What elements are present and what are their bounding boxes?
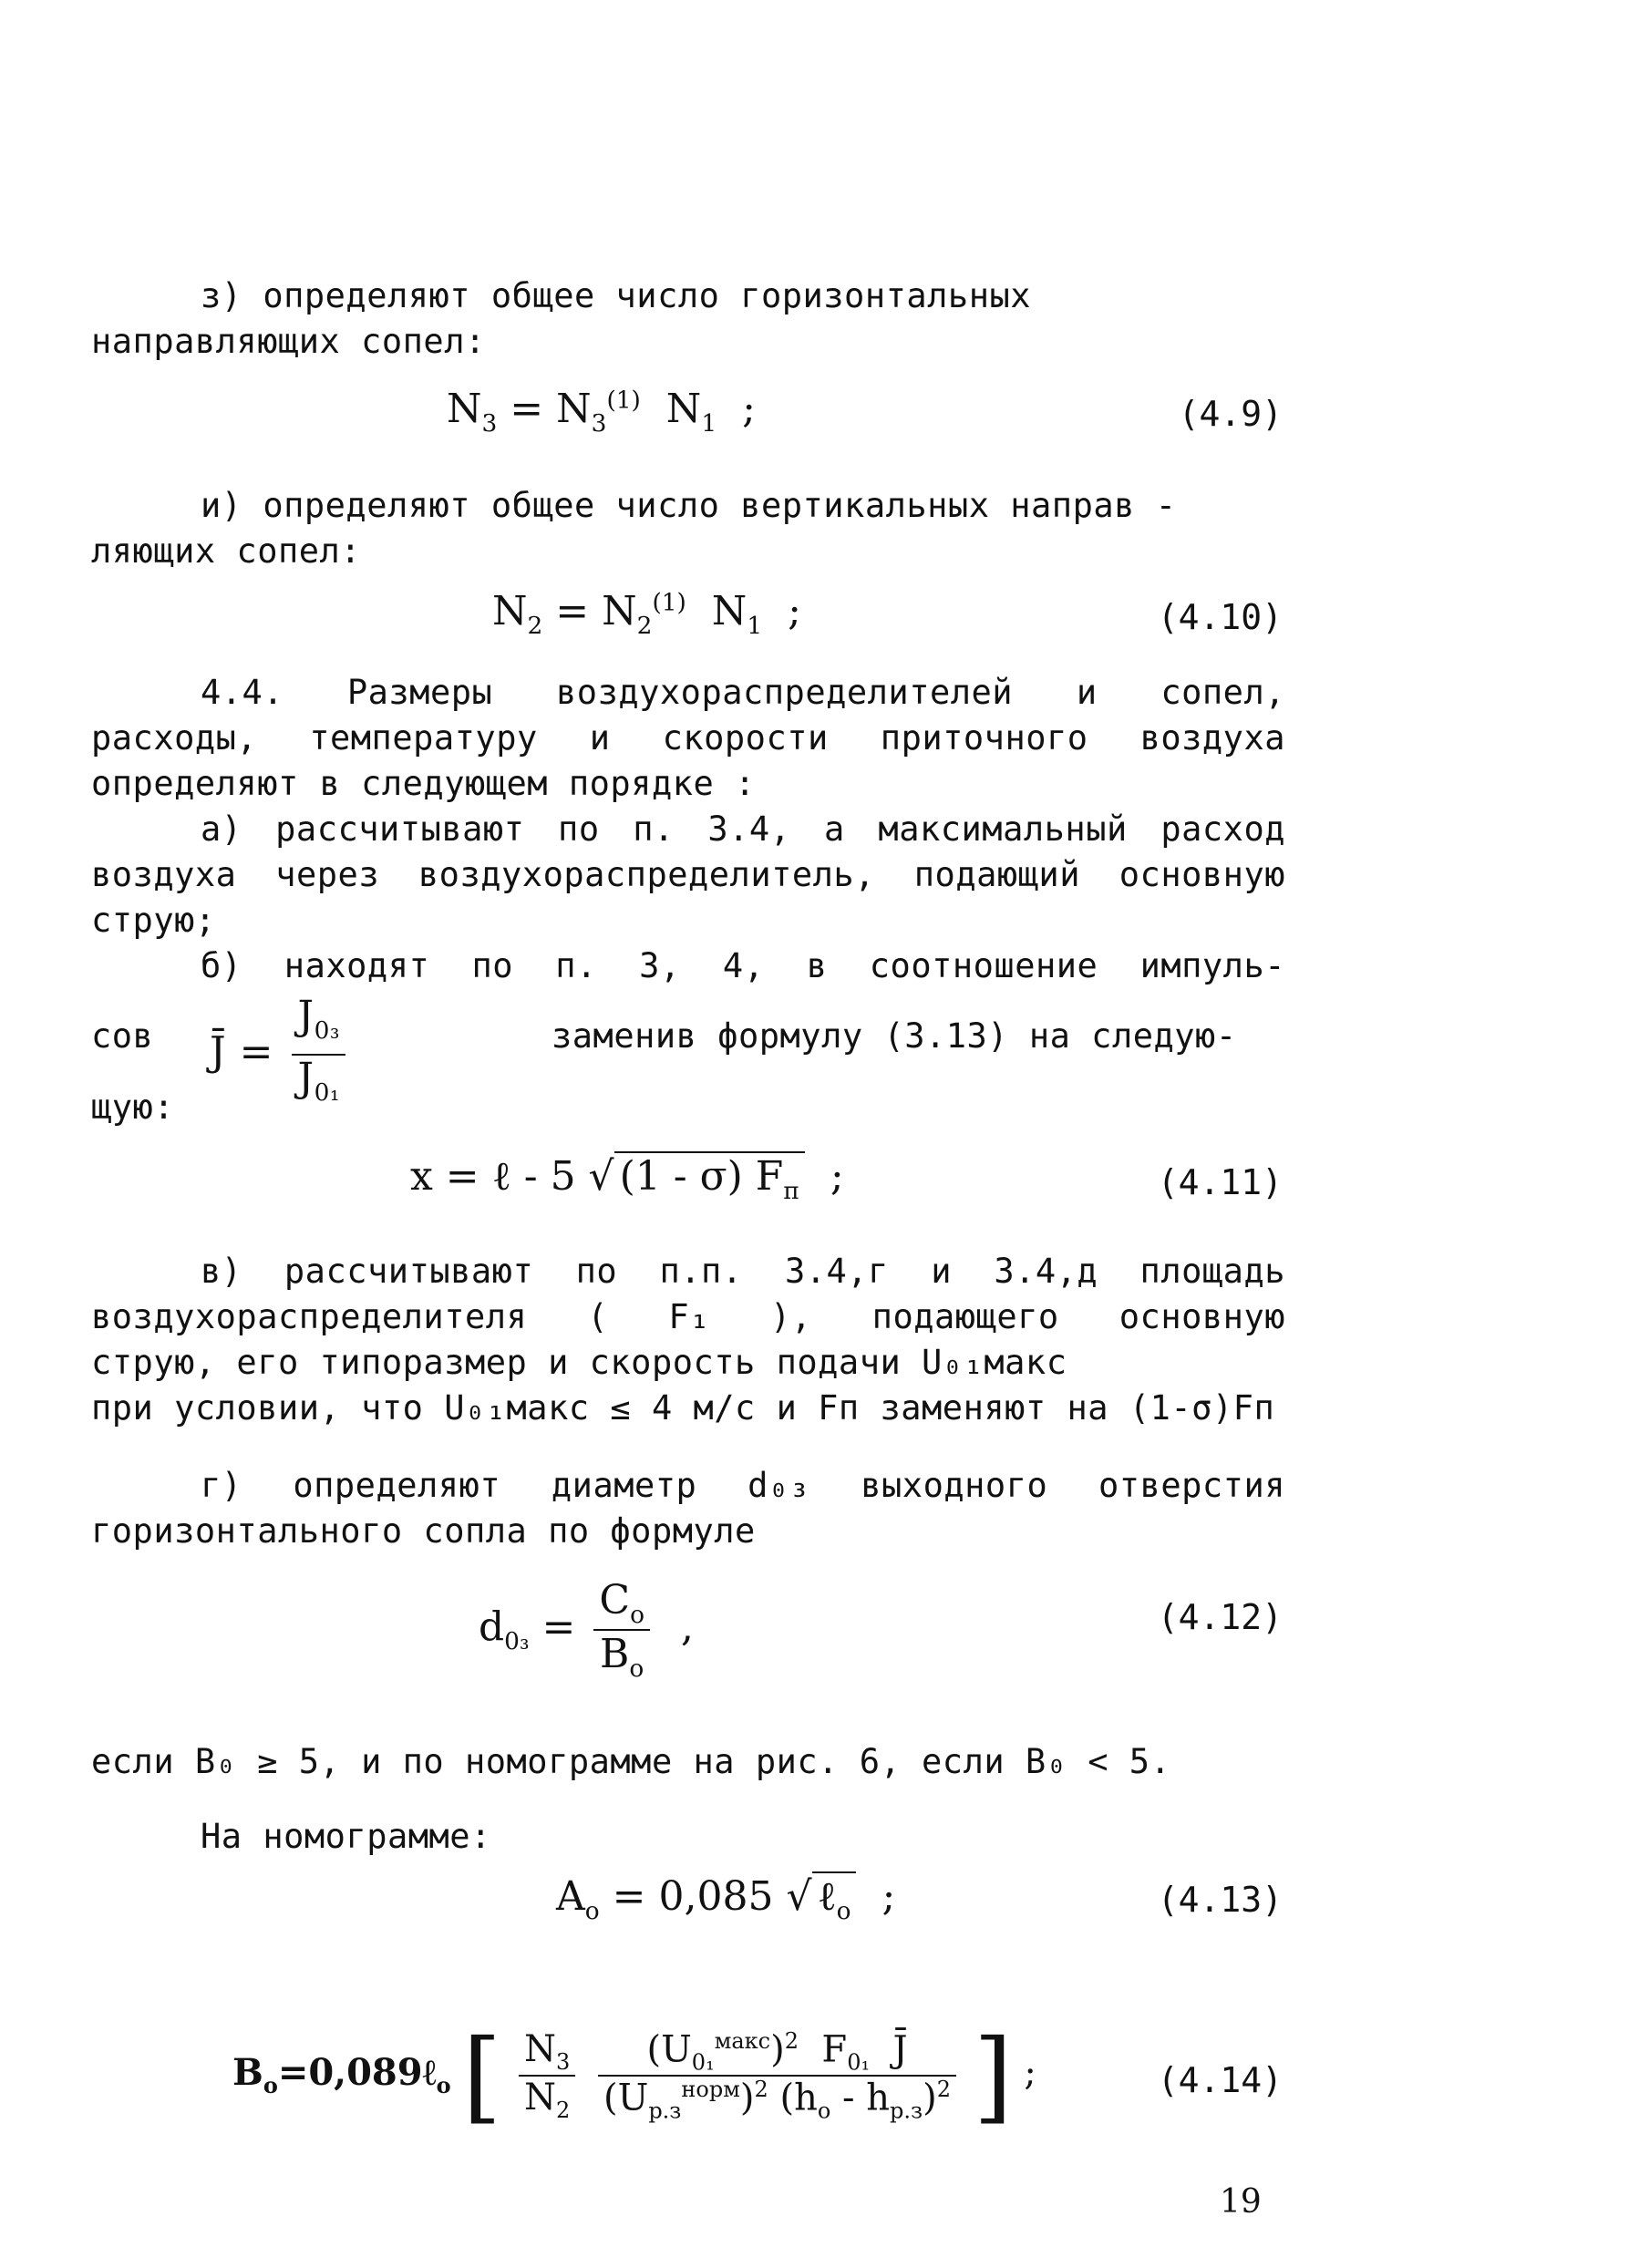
equation-4-12: $d_{0_3}$ = $\frac{C_o}{B_o}$ ,: [479, 1577, 694, 1683]
page-number: 19: [1220, 2183, 1262, 2221]
equation-4-10: $N_2 = N_2^{(1)}$ $N_1$ ;: [492, 588, 801, 640]
equation-number-4-12: (4.12): [1157, 1597, 1283, 1637]
equation-number-4-10: (4.10): [1157, 597, 1283, 637]
paragraph-4-4: 4.4. Размеры воздухораспределителей и сопел, расходы, температуру и скорости приточного воздуха определяют в следующем порядке :: [91, 673, 1285, 803]
replace-text: заменив формулу (3.13) на следую-: [552, 1016, 1237, 1056]
paragraph-i: и) определяют общее число вертикальных направ - ляющих сопел:: [91, 486, 1177, 571]
equation-number-4-14: (4.14): [1157, 2060, 1283, 2100]
equation-number-4-13: (4.13): [1157, 1880, 1283, 1920]
ratio-formula: J̄ = $\frac{J_{0_3}}{J_{0_1}}$: [210, 994, 351, 1116]
equation-4-11: x = ℓ - 5 √ (1 - σ) $F_п$ ;: [410, 1153, 844, 1205]
paragraph-z: з) определяют общее число горизонтальных направляющих сопел:: [91, 276, 1032, 361]
coef-4-13: 0,085: [658, 1873, 774, 1920]
paragraph-v-line1: в) рассчитывают по п.п. 3.4,г и 3.4,д площадь: [201, 1252, 1285, 1291]
equation-number-4-11: (4.11): [1157, 1162, 1283, 1202]
paragraph-b-line1: б) находят по п. 3, 4, в соотношение импуль-: [201, 946, 1285, 985]
equation-4-9: $N_3 = N_3^{(1)}$ $N_1$ ;: [447, 386, 756, 438]
paragraph-b-line3: щую:: [91, 1088, 175, 1127]
equation-4-14: $B_o=0,089\ell_o$ [ $\frac{N_3}{N_2}$ $\frac{(U_{0_1}^{макс})^2 F_{0_1} J̄}{(U_{р.з}^{норм})^2 (h_o - h_{р.з})^2}$ ] ;: [232, 2017, 1036, 2134]
paragraph-nomogram: На номограмме:: [201, 1817, 491, 1856]
word-sov: сов: [91, 1016, 154, 1056]
paragraph-v-line4: при условии, что U₀₁макс ≤ 4 м/с и Fп заменяют на (1-σ)Fп: [91, 1388, 1275, 1428]
equation-number-4-9: (4.9): [1178, 394, 1283, 434]
paragraph-b-line2: [91, 993, 1285, 1107]
paragraph-v-line3: струю, его типоразмер и скорость подачи U₀₁макс: [91, 1343, 1067, 1382]
paragraph-esli: если B₀ ≥ 5, и по номограмме на рис. 6, если B₀ < 5.: [91, 1742, 1171, 1781]
paragraph-a: а) рассчитывают по п. 3.4, а максимальный расход воздуха через воздухораспределитель, подающий основную струю;: [91, 809, 1285, 940]
paragraph-v-line2: воздухораспределителя ( F₁ ), подающего основную: [91, 1297, 1285, 1336]
coef-4-14: 0,089: [308, 2051, 423, 2094]
paragraph-g: г) определяют диаметр d₀₃ выходного отверстия горизонтального сопла по формуле: [91, 1466, 1285, 1551]
equation-4-13: $A_o = 0,085$ √ ℓ$_o$ ;: [556, 1873, 896, 1925]
